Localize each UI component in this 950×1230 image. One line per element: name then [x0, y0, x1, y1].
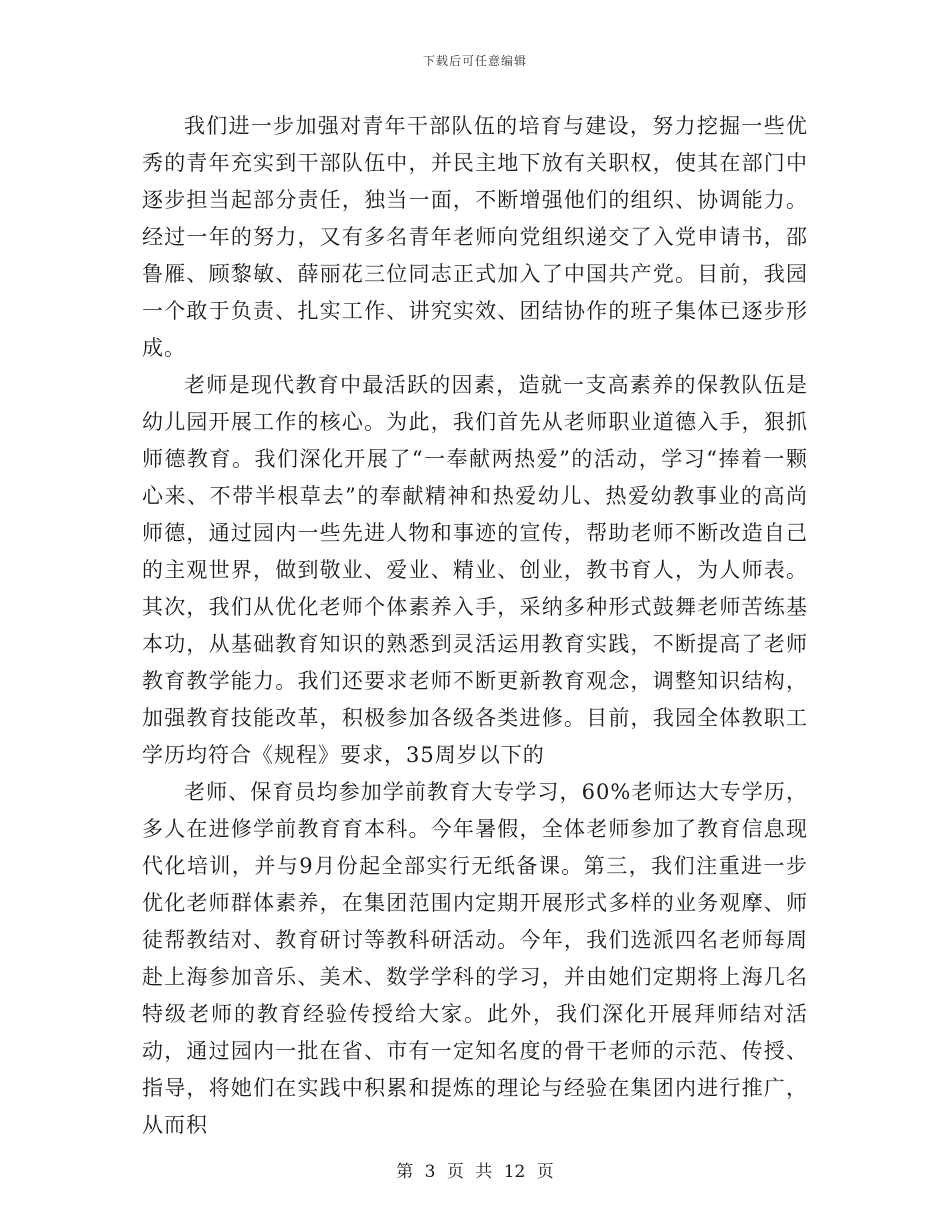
page-number: 第 3 页 共 12 页 [396, 1162, 554, 1182]
paragraph-1: 我们进一步加强对青年干部队伍的培育与建设，努力挖掘一些优秀的青年充实到干部队伍中，并民主地下放有关职权，使其在部门中逐步担当起部分责任，独当一面，不断增强他们的组织、协调能力。经过一年的努力，又有多名青年老师向党组织递交了入党申请书，邵鲁雁、顾黎敏、薛丽花三位同志正式加入了中国共产党。目前，我园一个敢于负责、扎实工作、讲究实效、团结协作的班子集体已逐步形成。 [142, 114, 808, 360]
page-header-note: 下载后可任意编辑 [422, 54, 527, 68]
paragraph-2: 老师是现代教育中最活跃的因素，造就一支高素养的保教队伍是幼儿园开展工作的核心。为此，我们首先从老师职业道德入手，狠抓师德教育。我们深化开展了“一奉献两热爱”的活动，学习“捧着一颗心来、不带半根草去”的奉献精神和热爱幼儿、热爱幼教事业的高尚师德，通过园内一些先进人物和事迹的宣传，帮助老师不断改造自己的主观世界，做到敬业、爱业、精业、创业，教书育人，为人师表。其次，我们从优化老师个体素养入手，采纳多种形式鼓舞老师苦练基本功，从基础教育知识的熟悉到灵活运用教育实践，不断提高了老师教育教学能力。我们还要求老师不断更新教育观念，调整知识结构，加强教育技能改革，积极参加各级各类进修。目前，我园全体教职工学历均符合《规程》要求，35周岁以下的 [142, 373, 808, 767]
document-body [142, 108, 808, 1144]
paragraph-3: 老师、保育员均参加学前教育大专学习，60%老师达大专学历，多人在进修学前教育育本科。今年暑假，全体老师参加了教育信息现代化培训，并与9月份起全部实行无纸备课。第三，我们注重进一步优化老师群体素养，在集团范围内定期开展形式多样的业务观摩、师徒帮教结对、教育研讨等教科研活动。今年，我们选派四名老师每周赴上海参加音乐、美术、数学学科的学习，并由她们定期将上海几名特级老师的教育经验传授给大家。此外，我们深化开展拜师结对活动，通过园内一批在省、市有一定知名度的骨干老师的示范、传授、指导，将她们在实践中积累和提炼的理论与经验在集团内进行推广，从而积 [142, 780, 808, 1137]
